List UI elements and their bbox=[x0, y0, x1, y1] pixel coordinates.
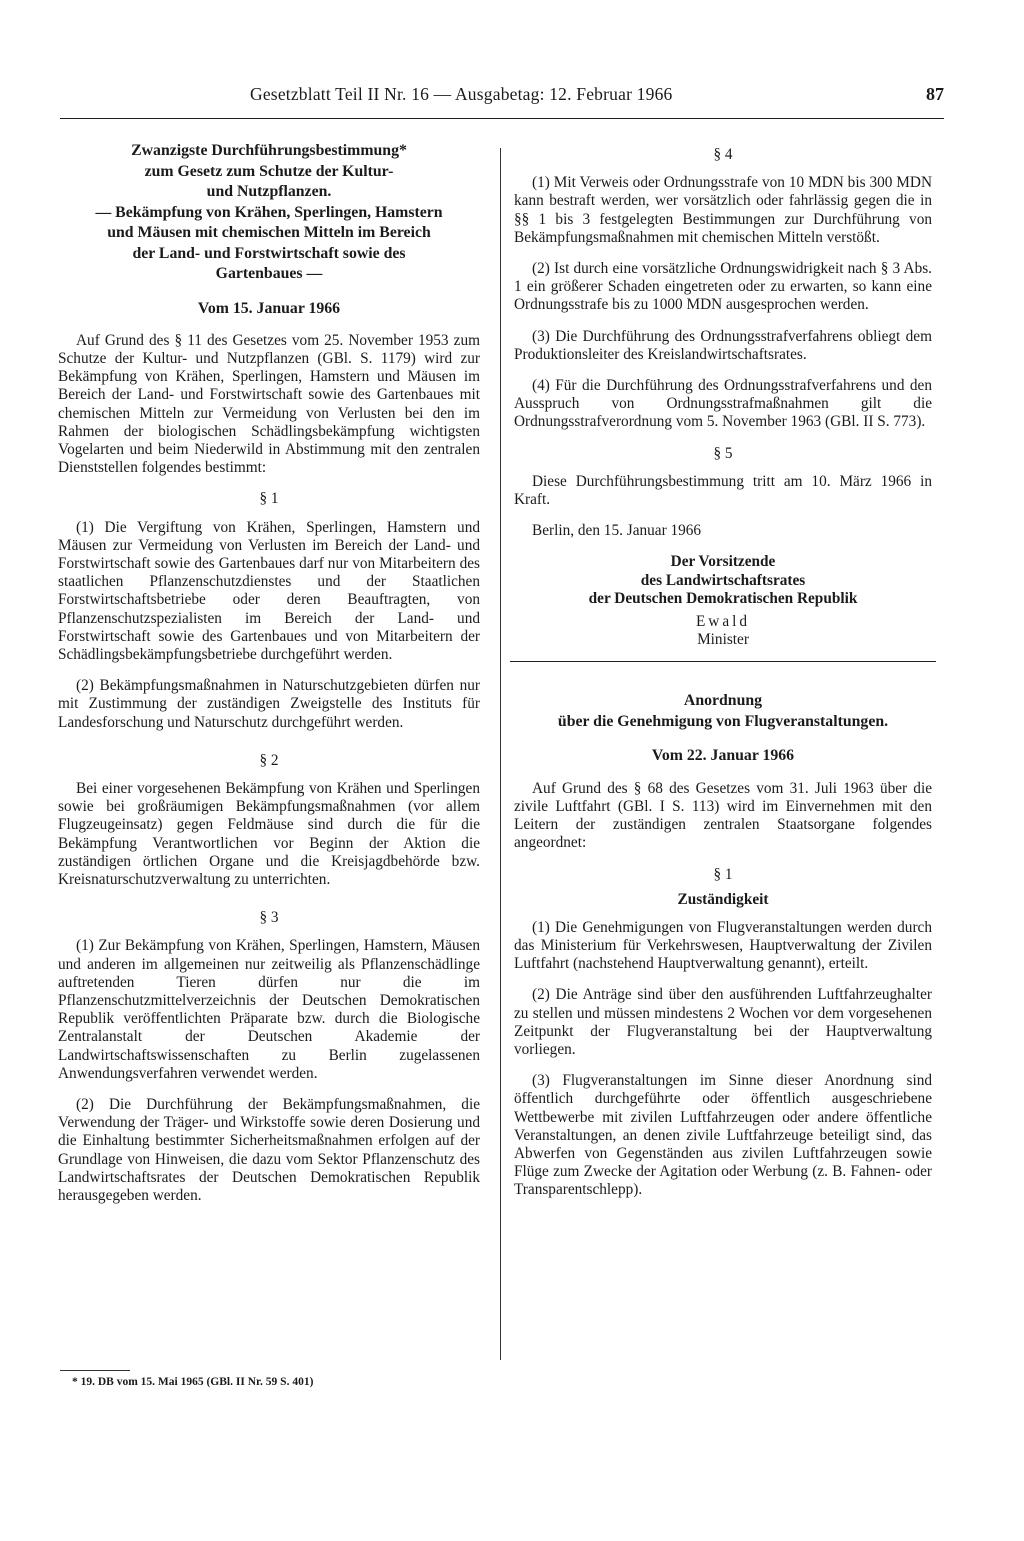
order-section-title: Zuständigkeit bbox=[677, 890, 769, 908]
signature-line: der Deutschen Demokratischen Republik bbox=[588, 590, 858, 608]
section-3-paragraph-1: (1) Zur Bekämpfung von Krähen, Sperlingen, Hamstern, Mäusen und anderen im allgemeinen nur zeitweilig als Pflanzenschädlinge auftretenden Tieren dürfen nur die im Pflanzenschutzmittelverzeichnis der Deutschen Demokratischen Republik veröffentlichten Präparate bzw. durch die Biologische Zentralanstalt der Deutschen Akademie der Landwirtschaftswissenschaften zu Berlin zugelassenen Anwendungsverfahren verwendet werden. bbox=[58, 937, 480, 1082]
decree-subtitle-line: und Mäusen mit chemischen Mitteln im Bereich bbox=[107, 224, 431, 241]
place-date: Berlin, den 15. Januar 1966 bbox=[532, 522, 702, 540]
signature-line: des Landwirtschaftsrates bbox=[640, 571, 806, 589]
section-heading-2: § 2 bbox=[259, 751, 279, 769]
decree-preamble: Auf Grund des § 11 des Gesetzes vom 25. November 1953 zum Schutze der Kultur- und Nutzpflanzen (GBl. S. 1179) wird zur Bekämpfung von Krähen, Sperlingen, Hamstern und Mäusen im Bereich der Land- und Forstwirtschaft sowie des Gartenbaues mit chemischen Mitteln zur Vermeidung von Verlusten bei den im Rahmen der biologischen Schädlingsbekämpfung wichtigsten Vogelarten und beim Niederwild in Abstimmung mit den zentralen Dienststellen folgendes bestimmt: bbox=[58, 331, 480, 477]
order-section-1-paragraph-2: (2) Die Anträge sind über den ausführenden Luftfahrzeughalter zu stellen und müssen mindestens 2 Wochen vor dem vorgesehenen Zeitpunkt der Flugveranstaltung bei der Hauptverwaltung vorliegen. bbox=[514, 986, 932, 1058]
section-1-paragraph-2: (2) Bekämpfungsmaßnahmen in Naturschutzgebieten dürfen nur mit Zustimmung der zuständigen Zweigstelle des Instituts für Landesforschung und Naturschutz durchgeführt werden. bbox=[58, 677, 480, 731]
section-4-paragraph-1: (1) Mit Verweis oder Ordnungsstrafe von 10 MDN bis 300 MDN kann bestraft werden, wer vorsätzlich oder fahrlässig gegen die in §§ 1 bis 3 festgelegten Bestimmungen zur Durchführung von Bekämpfungsmaßnahmen mit chemischen Mitteln verstößt. bbox=[514, 174, 932, 246]
section-heading-5: § 5 bbox=[713, 444, 733, 462]
right-column bbox=[514, 140, 932, 1213]
decree-title-line: zum Gesetz zum Schutze der Kultur- bbox=[144, 162, 394, 180]
page-number: 87 bbox=[926, 84, 944, 104]
decree-title-line: und Nutzpflanzen. bbox=[206, 183, 332, 200]
decree-title bbox=[58, 142, 480, 202]
section-heading-1: § 1 bbox=[259, 490, 279, 508]
order-date: Vom 22. Januar 1966 bbox=[651, 747, 795, 765]
order-preamble: Auf Grund des § 68 des Gesetzes vom 31. Juli 1963 über die zivile Luftfahrt (GBl. I S. 113) wird im Einvernehmen mit den Leitern der zuständigen zentralen Staatsorgane folgendes angeordnet: bbox=[514, 779, 932, 852]
section-4-paragraph-2: (2) Ist durch eine vorsätzliche Ordnungswidrigkeit nach § 3 Abs. 1 ein größerer Schaden eingetreten oder zu erwarten, so kann eine Ordnungsstrafe bis zu 1000 MDN ausgesprochen werden. bbox=[514, 260, 932, 314]
decree-subtitle-line: Gartenbaues — bbox=[215, 265, 323, 282]
signer-role: Minister bbox=[697, 631, 749, 649]
order-title bbox=[514, 692, 932, 731]
left-column bbox=[58, 140, 480, 1218]
order-section-1-paragraph-3: (3) Flugveranstaltungen im Sinne dieser Anordnung sind öffentlich durchgeführte oder öffentlich ausgeschriebene Wettbewerbe mit zivilen Luftfahrzeugen oder andere öffentliche Veranstaltungen, an denen zivile Luftfahrzeuge beteiligt sind, das Abwerfen von Gegenständen aus zivilen Luftfahrzeugen sowie Flüge zum Zwecke der Agitation oder Werbung (z. B. Fahnen- oder Transparentschlepp). bbox=[514, 1072, 932, 1199]
decree-title-line: Zwanzigste Durchführungsbestimmung* bbox=[131, 142, 407, 159]
order-title-line: über die Genehmigung von Flugveranstaltungen. bbox=[557, 712, 889, 730]
decree-subtitle-line: der Land- und Forstwirtschaft sowie des bbox=[132, 244, 406, 262]
section-1-paragraph-1: (1) Die Vergiftung von Krähen, Sperlingen, Hamstern und Mäusen zur Vermeidung von Verlusten im Bereich der Land- und Forstwirtschaft sowie des Gartenbaues darf nur von Mitarbeitern des staatlichen Pflanzenschutzdienstes und der Staatlichen Forstwirtschaftsbetriebe oder deren Beauftragten, von Pflanzenschutzspezialisten im Bereich der Land- und Forstwirtschaft sowie des Gartenbaues und von Mitarbeitern der Schädlingsbekämpfungsbetriebe durchgeführt werden. bbox=[58, 518, 480, 663]
order-section-heading-1: § 1 bbox=[713, 866, 733, 884]
signer-name: Ewald bbox=[695, 612, 751, 630]
section-3-paragraph-2: (2) Die Durchführung der Bekämpfungsmaßnahmen, die Verwendung der Träger- und Wirkstoffe sowie deren Dosierung und die Einhaltung bestimmter Sicherheitsmaßnahmen erfolgen auf der Grundlage von Hinweisen, die dazu vom Sektor Pflanzenschutz des Landwirtschaftsrates der Deutschen Demokratischen Republik herausgegeben werden. bbox=[58, 1096, 480, 1205]
section-5-paragraph-1: Diese Durchführungsbestimmung tritt am 10. März 1966 in Kraft. bbox=[514, 472, 932, 509]
section-heading-4: § 4 bbox=[713, 146, 733, 163]
order-title-line: Anordnung bbox=[683, 692, 763, 710]
decree-subtitle-line: — Bekämpfung von Krähen, Sperlingen, Hamstern bbox=[95, 203, 443, 221]
decree-subtitle bbox=[58, 204, 480, 284]
footnote: * 19. DB vom 15. Mai 1965 (GBl. II Nr. 59 S. 401) bbox=[72, 1376, 314, 1388]
section-2-paragraph-1: Bei einer vorgesehenen Bekämpfung von Krähen und Sperlingen sowie bei großräumigen Bekämpfungsmaßnahmen (vor allem Flugzeugeinsatz) gegen Feldmäuse sind durch die für die Bekämpfung Verantwortlichen vor Beginn der Aktion die zuständigen örtlichen Organe und die Kreisjagdbehörde bzw. Kreisnaturschutzverwaltung zu unterrichten. bbox=[58, 779, 480, 888]
header-title: Gesetzblatt Teil II Nr. 16 — Ausgabetag: 12. Februar 1966 bbox=[250, 84, 673, 104]
footnote-rule bbox=[60, 1370, 130, 1371]
page-header bbox=[60, 82, 944, 119]
signature-block bbox=[514, 553, 932, 609]
section-4-paragraph-3: (3) Die Durchführung des Ordnungsstrafverfahrens obliegt dem Produktionsleiter des Kreislandwirtschaftsrates. bbox=[514, 327, 932, 363]
column-divider bbox=[500, 148, 501, 1360]
section-heading-3: § 3 bbox=[259, 909, 279, 927]
decree-date: Vom 15. Januar 1966 bbox=[197, 299, 341, 317]
section-4-paragraph-4: (4) Für die Durchführung des Ordnungsstrafverfahrens und den Ausspruch von Ordnungsstrafmaßnahmen gilt die Ordnungsstrafverordnung vom 5. November 1963 (GBl. II S. 773). bbox=[514, 377, 932, 431]
order-section-1-paragraph-1: (1) Die Genehmigungen von Flugveranstaltungen werden durch das Ministerium für Verkehrswesen, Hauptverwaltung der Zivilen Luftfahrt (nachstehend Hauptverwaltung genannt), erteilt. bbox=[514, 918, 932, 973]
signature-line: Der Vorsitzende bbox=[670, 553, 776, 571]
